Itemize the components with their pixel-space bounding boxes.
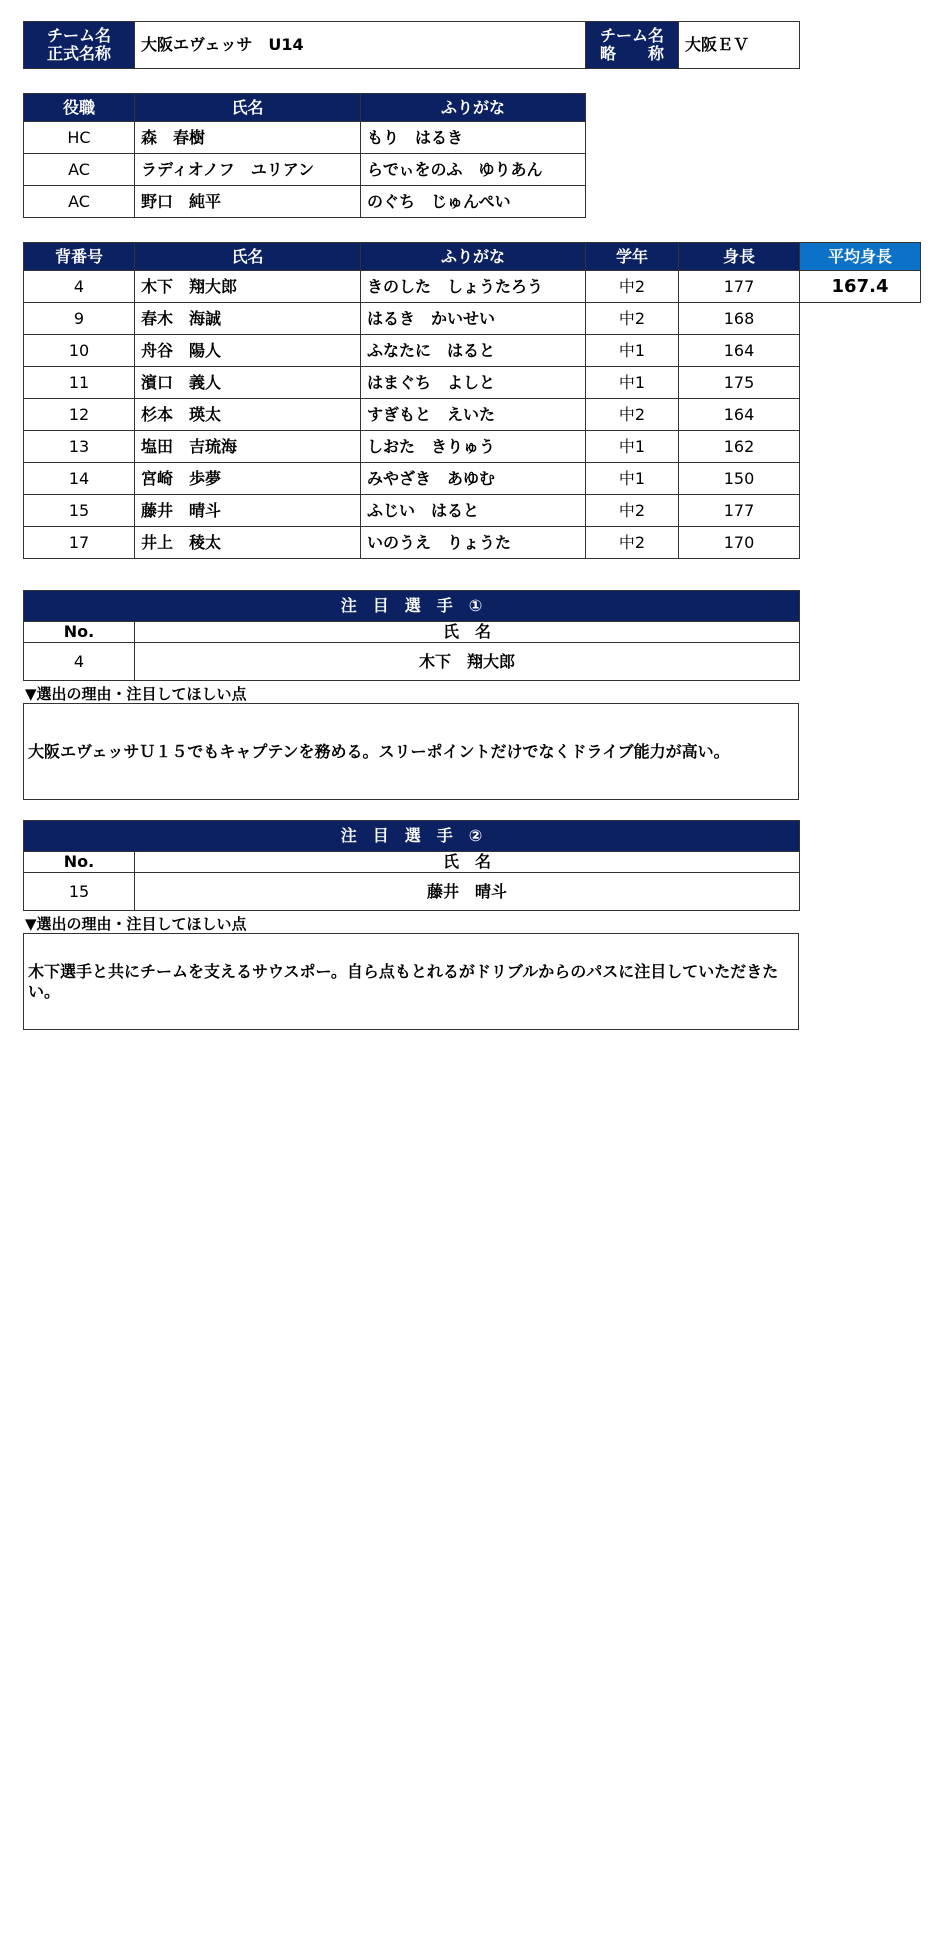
featured-1-no: 4 [24,643,135,681]
player-no: 13 [24,431,135,463]
player-name: 濱口 義人 [135,367,361,399]
player-height: 170 [679,527,800,559]
player-row [24,399,800,431]
average-height-value: 167.4 [800,271,921,303]
player-height: 150 [679,463,800,495]
player-kana: はるき かいせい [361,303,586,335]
staff-role: AC [24,186,135,218]
staff-table [23,93,586,218]
player-name: 井上 稜太 [135,527,361,559]
short-label-line2: 略 称 [599,44,664,63]
player-row [24,431,800,463]
featured-2-reason-label: ▼選出の理由・注目してほしい点 [25,915,247,933]
player-row [24,463,800,495]
player-name: 舟谷 陽人 [135,335,361,367]
player-grade: 中2 [586,399,679,431]
featured-1-reason: 大阪エヴェッサＵ１５でもキャプテンを務める。スリーポイントだけでなくドライブ能力が高い。 [23,703,799,800]
staff-row [24,186,586,218]
player-no: 17 [24,527,135,559]
player-no: 15 [24,495,135,527]
featured-1-name: 木下 翔大郎 [135,643,800,681]
players-header-kana: ふりがな [361,243,586,271]
player-height: 164 [679,335,800,367]
player-grade: 中1 [586,463,679,495]
players-table [23,242,800,559]
team-name-table [23,21,800,69]
player-name: 木下 翔大郎 [135,271,361,303]
players-header-height: 身長 [679,243,800,271]
player-grade: 中2 [586,495,679,527]
staff-header-kana: ふりがな [361,94,586,122]
players-header-no: 背番号 [24,243,135,271]
featured-1-reason-label: ▼選出の理由・注目してほしい点 [25,685,247,703]
featured-player-2-table [23,820,800,911]
player-grade: 中2 [586,303,679,335]
player-row [24,271,800,303]
official-label-line2: 正式名称 [46,44,111,63]
players-header-grade: 学年 [586,243,679,271]
player-grade: 中1 [586,367,679,399]
player-grade: 中1 [586,335,679,367]
player-grade: 中1 [586,431,679,463]
staff-kana: もり はるき [361,122,586,154]
staff-role: HC [24,122,135,154]
staff-header-role: 役職 [24,94,135,122]
player-height: 177 [679,495,800,527]
player-kana: すぎもと えいた [361,399,586,431]
player-kana: ふなたに はると [361,335,586,367]
short-label-line1: チーム名 [599,26,664,46]
player-no: 10 [24,335,135,367]
player-row [24,335,800,367]
featured-2-name-label: 氏 名 [135,852,800,873]
player-name: 宮崎 歩夢 [135,463,361,495]
player-height: 164 [679,399,800,431]
player-row [24,303,800,335]
featured-2-title: 注 目 選 手 ② [24,821,800,852]
player-height: 162 [679,431,800,463]
featured-2-no: 15 [24,873,135,911]
player-no: 4 [24,271,135,303]
featured-1-no-label: No. [24,622,135,643]
player-kana: いのうえ りょうた [361,527,586,559]
short-name-value: 大阪ＥＶ [679,22,800,69]
staff-name: ラディオノフ ユリアン [135,154,361,186]
staff-kana: のぐち じゅんぺい [361,186,586,218]
player-grade: 中2 [586,271,679,303]
player-grade: 中2 [586,527,679,559]
player-row [24,495,800,527]
player-name: 藤井 晴斗 [135,495,361,527]
staff-name: 森 春樹 [135,122,361,154]
player-height: 177 [679,271,800,303]
player-kana: みやざき あゆむ [361,463,586,495]
featured-1-title: 注 目 選 手 ① [24,591,800,622]
player-kana: ふじい はると [361,495,586,527]
player-name: 塩田 吉琉海 [135,431,361,463]
player-name: 春木 海誠 [135,303,361,335]
average-height-label: 平均身長 [800,243,921,271]
player-height: 168 [679,303,800,335]
staff-row [24,122,586,154]
featured-player-1-table [23,590,800,681]
player-kana: はまぐち よしと [361,367,586,399]
player-name: 杉本 瑛太 [135,399,361,431]
players-header-name: 氏名 [135,243,361,271]
player-row [24,367,800,399]
player-kana: きのした しょうたろう [361,271,586,303]
official-name-value: 大阪エヴェッサ U14 [135,22,586,69]
player-row [24,527,800,559]
official-name-label [24,22,135,69]
featured-1-name-label: 氏 名 [135,622,800,643]
staff-role: AC [24,154,135,186]
player-no: 12 [24,399,135,431]
short-name-label [586,22,679,69]
featured-2-no-label: No. [24,852,135,873]
staff-row [24,154,586,186]
player-height: 175 [679,367,800,399]
staff-kana: らでぃをのふ ゆりあん [361,154,586,186]
player-kana: しおた きりゅう [361,431,586,463]
featured-2-name: 藤井 晴斗 [135,873,800,911]
official-label-line1: チーム名 [46,26,111,46]
player-no: 11 [24,367,135,399]
staff-name: 野口 純平 [135,186,361,218]
staff-header-name: 氏名 [135,94,361,122]
featured-2-reason: 木下選手と共にチームを支えるサウスポー。自ら点もとれるがドリブルからのパスに注目していただきたい。 [23,933,799,1030]
average-height-table [799,242,921,303]
player-no: 14 [24,463,135,495]
player-no: 9 [24,303,135,335]
